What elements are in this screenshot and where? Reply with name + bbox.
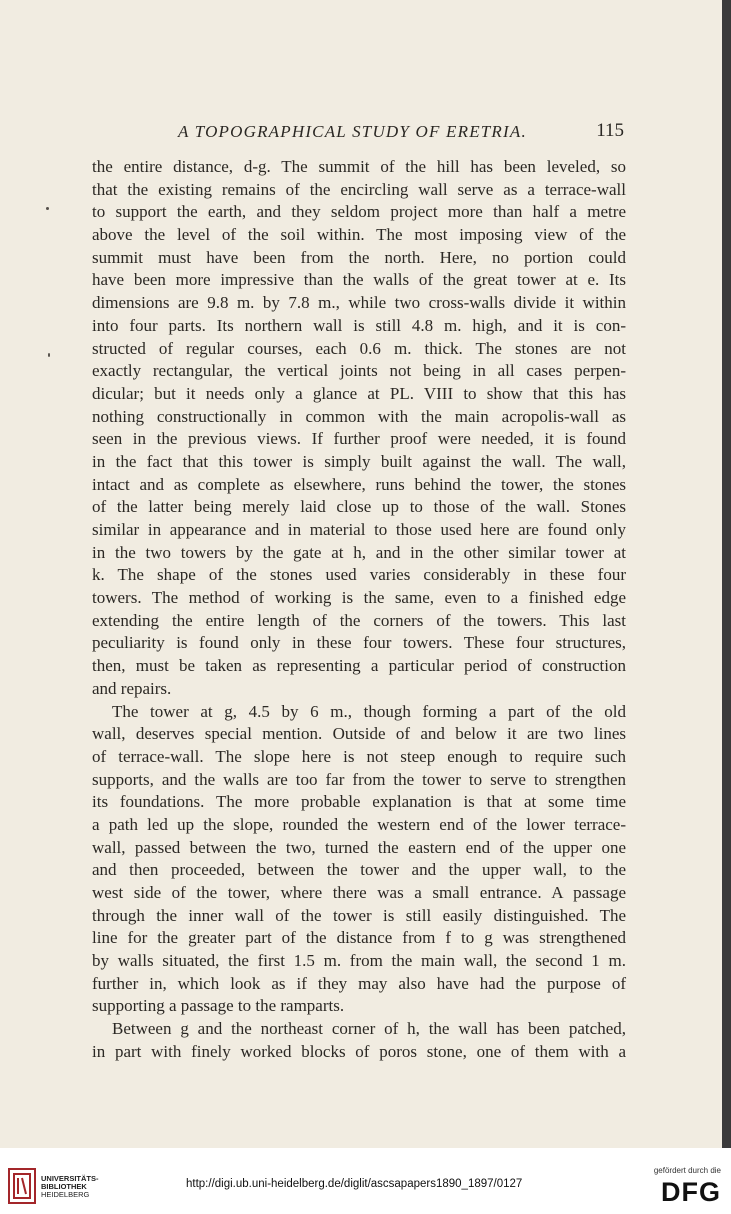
source-url-link[interactable]: http://digi.ub.uni-heidelberg.de/diglit/ascsapapers1890_1897/0127 (186, 1178, 523, 1190)
library-name-line: UNIVERSITÄTS- (41, 1174, 99, 1183)
text-line: further in, which look as if they may also have had the purpose of (92, 973, 626, 993)
text-line: in part with finely worked blocks of poros stone, one of them with a (92, 1041, 626, 1061)
dfg-logo: DFG (661, 1177, 721, 1207)
library-emblem-icon (8, 1168, 36, 1204)
text-line: k. The shape of the stones used varies considerably in these four (92, 565, 626, 585)
text-line: structed of regular courses, each 0.6 m. thick. The stones are not (92, 338, 626, 358)
text-line: into four parts. Its northern wall is still 4.8 m. high, and it is con- (92, 315, 626, 335)
library-name-line: HEIDELBERG (41, 1190, 90, 1200)
library-logo[interactable] (8, 1168, 138, 1208)
text-line: then, must be taken as representing a particular period of construction (92, 656, 626, 676)
text-line: in the fact that this tower is simply built against the wall. The wall, (92, 451, 626, 471)
text-line: extending the entire length of the corners of the towers. This last (92, 610, 626, 630)
text-line: its foundations. The more probable explanation is that at some time (92, 792, 626, 812)
text-line: west side of the tower, where there was a small entrance. A passage (92, 883, 626, 902)
text-line: similar in appearance and in material to those used here are found only (92, 520, 626, 539)
text-line: that the existing remains of the encircling wall serve as a terrace-wall (92, 179, 626, 199)
text-line: summit must have been from the north. Here, no portion could (92, 247, 626, 267)
text-line: peculiarity is found only in these four towers. These four structures, (92, 633, 626, 653)
library-name-line: BIBLIOTHEK (41, 1182, 87, 1192)
text-line: of the latter being merely laid close up to those of the wall. Stones (92, 497, 626, 517)
text-line: to support the earth, and they seldom project more than half a metre (92, 202, 626, 222)
footer-bar (0, 1148, 731, 1214)
funder-caption: gefördert durch die (653, 1166, 721, 1175)
text-line: nothing constructionally in common with the main acropolis-wall as (92, 406, 626, 426)
text-line: seen in the previous views. If further proof were needed, it is found (92, 429, 626, 449)
text-line: wall, deserves special mention. Outside of and below it are two lines (92, 724, 626, 744)
body-text (92, 156, 626, 1064)
running-title: A TOPOGRAPHICAL STUDY OF ERETRIA. (178, 122, 527, 141)
text-line: and repairs. (92, 678, 172, 698)
text-line: towers. The method of working is the same, even to a finished edge (92, 588, 626, 608)
text-line: through the inner wall of the tower is still easily distinguished. The (92, 905, 626, 925)
funder-logo-block[interactable] (641, 1162, 721, 1212)
text-line: line for the greater part of the distance from f to g was strengthened (92, 928, 626, 948)
scan-border (722, 0, 731, 1148)
text-line: exactly rectangular, the vertical joints not being in all cases perpen- (92, 361, 626, 381)
text-line: in the two towers by the gate at h, and in the other similar tower at (92, 542, 626, 562)
text-line: wall, passed between the two, turned the eastern end of the upper one (92, 837, 626, 857)
text-line: by walls situated, the first 1.5 m. from the main wall, the second 1 m. (92, 951, 626, 971)
ink-speck (46, 207, 49, 210)
text-line: above the level of the soil within. The most imposing view of the (92, 225, 626, 245)
page-number: 115 (596, 120, 624, 141)
ink-speck (48, 353, 50, 357)
text-line: of terrace-wall. The slope here is not steep enough to require such (92, 746, 626, 766)
text-line: a path led up the slope, rounded the western end of the lower terrace- (92, 814, 626, 834)
text-line: and then proceeded, between the tower and the upper wall, to the (92, 860, 626, 880)
text-line: have been more impressive than the walls of the great tower at e. Its (92, 270, 626, 290)
text-line: The tower at g, 4.5 by 6 m., though forming a part of the old (112, 701, 626, 721)
text-line: supports, and the walls are too far from the tower to serve to strengthen (92, 769, 626, 789)
text-line: the entire distance, d-g. The summit of the hill has been leveled, so (92, 157, 626, 176)
page-header (92, 122, 628, 146)
text-line: dicular; but it needs only a glance at PL. VIII to show that this has (92, 383, 626, 403)
text-line: intact and as complete as elsewhere, runs behind the tower, the stones (92, 474, 626, 494)
text-line: supporting a passage to the ramparts. (92, 996, 345, 1016)
text-line: dimensions are 9.8 m. by 7.8 m., while two cross-walls divide it within (92, 293, 626, 313)
library-name (41, 1175, 99, 1200)
text-line: Between g and the northeast corner of h, the wall has been patched, (112, 1019, 626, 1039)
